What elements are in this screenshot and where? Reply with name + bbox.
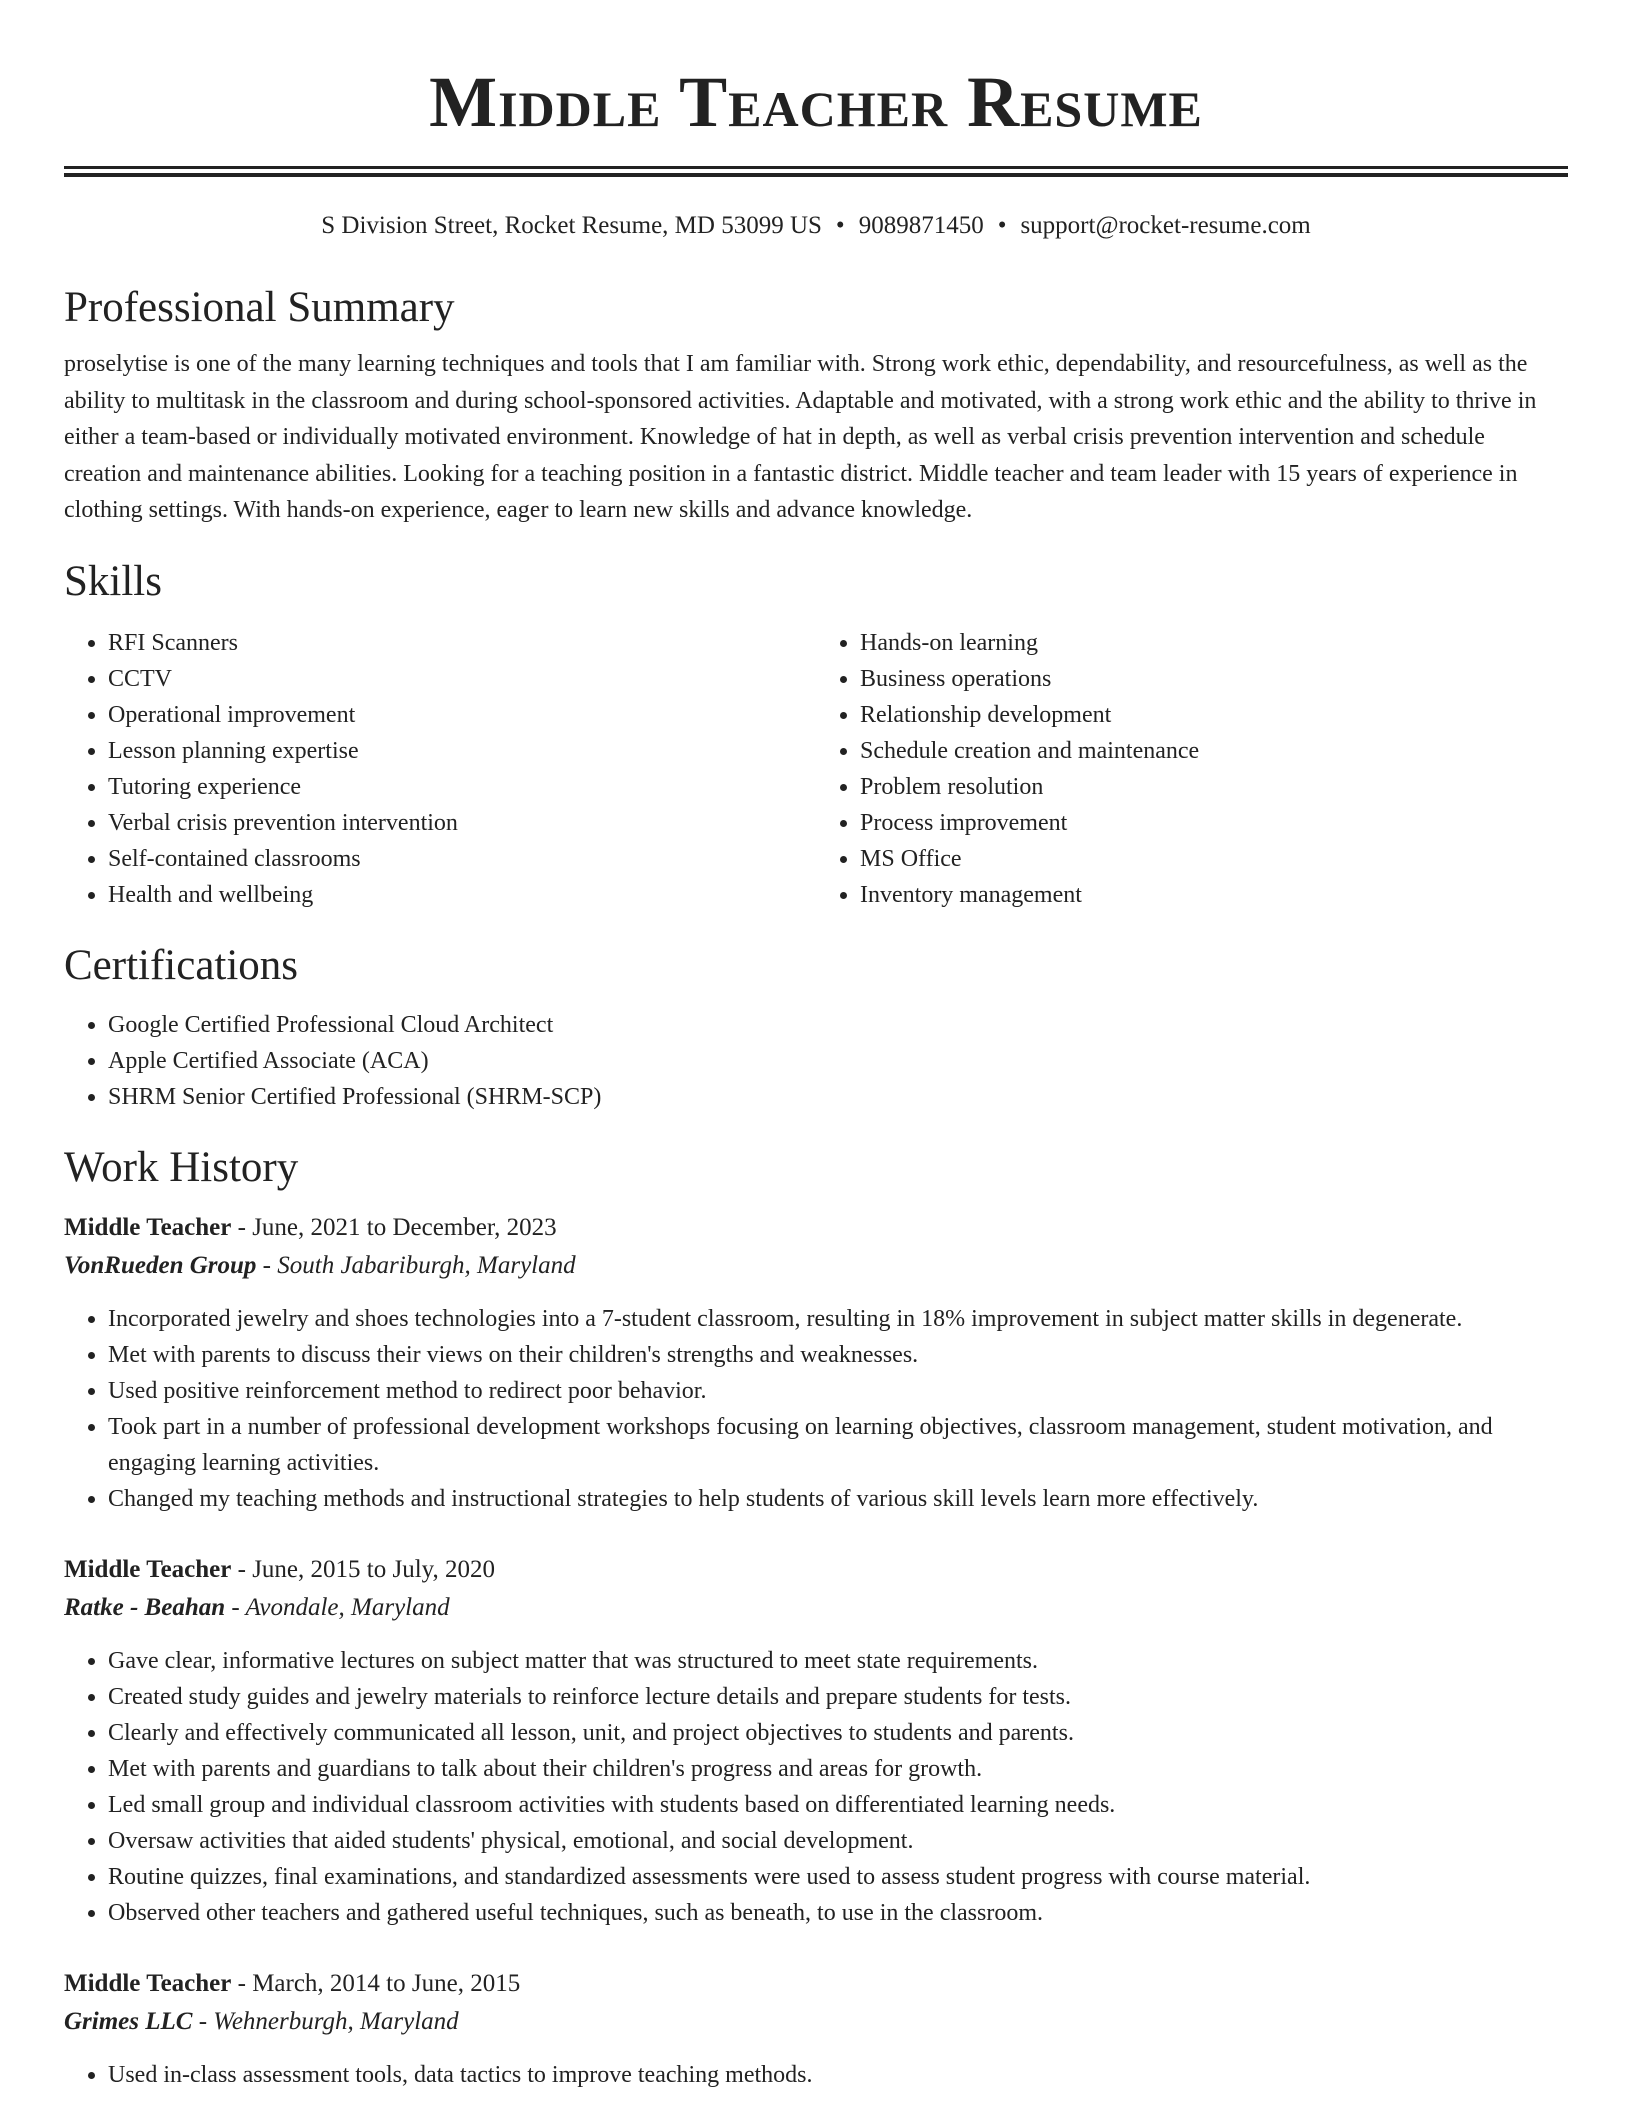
contact-separator: •: [997, 212, 1007, 239]
contact-email: support@rocket-resume.com: [1020, 212, 1311, 239]
job-duty: • Met with parents and guardians to talk about their children's progress and areas for growth.: [108, 1751, 1568, 1787]
job-title: Middle Teacher: [64, 1969, 232, 1997]
job-duties-list: [64, 1643, 1568, 1931]
skill-item: • Schedule creation and maintenance: [860, 733, 1568, 769]
skill-item: • MS Office: [860, 841, 1568, 877]
job-entry: [64, 1965, 1568, 2093]
job-duty: • Changed my teaching methods and instructional strategies to help students of various skill levels learn more effectively.: [108, 1481, 1568, 1517]
certification-item: • Google Certified Professional Cloud Architect: [108, 1007, 1568, 1043]
skill-item: • Health and wellbeing: [108, 877, 816, 913]
contact-address: S Division Street, Rocket Resume, MD 53099 US: [321, 212, 822, 239]
skill-item: • Process improvement: [860, 805, 1568, 841]
certification-item: • Apple Certified Associate (ACA): [108, 1043, 1568, 1079]
job-entry: [64, 1209, 1568, 1517]
skill-item: • Lesson planning expertise: [108, 733, 816, 769]
skill-item: • Business operations: [860, 661, 1568, 697]
skill-item: • Tutoring experience: [108, 769, 816, 805]
job-duty: • Routine quizzes, final examinations, and standardized assessments were used to assess student progress with course material.: [108, 1859, 1568, 1895]
job-company-line: Grimes LLC - Wehnerburgh, Maryland: [64, 2007, 459, 2035]
skills-heading: Skills: [64, 557, 162, 605]
job-location: Avondale, Maryland: [245, 1593, 450, 1621]
job-header: Middle Teacher - June, 2021 to December, 2023: [64, 1213, 557, 1241]
skill-item: • Operational improvement: [108, 697, 816, 733]
certifications-heading: Certifications: [64, 941, 299, 989]
job-entry: [64, 1551, 1568, 1931]
job-duty: • Observed other teachers and gathered useful techniques, such as beneath, to use in the classroom.: [108, 1895, 1568, 1931]
job-company-line: VonRueden Group - South Jabariburgh, Maryland: [64, 1251, 576, 1279]
job-header: Middle Teacher - June, 2015 to July, 2020: [64, 1555, 496, 1583]
job-duty: • Used in-class assessment tools, data tactics to improve teaching methods.: [108, 2057, 1568, 2093]
job-dates: March, 2014 to June, 2015: [252, 1969, 521, 1997]
job-dates: June, 2015 to July, 2020: [252, 1555, 496, 1583]
job-location: South Jabariburgh, Maryland: [277, 1251, 576, 1279]
job-duty: • Oversaw activities that aided students' physical, emotional, and social development.: [108, 1823, 1568, 1859]
certification-item: • SHRM Senior Certified Professional (SHRM-SCP): [108, 1079, 1568, 1115]
job-dates: June, 2021 to December, 2023: [252, 1213, 557, 1241]
job-title: Middle Teacher: [64, 1213, 232, 1241]
job-duty: • Clearly and effectively communicated all lesson, unit, and project objectives to students and parents.: [108, 1715, 1568, 1751]
skill-item: • Hands-on learning: [860, 625, 1568, 661]
job-duty: • Incorporated jewelry and shoes technologies into a 7-student classroom, resulting in 18% improvement in subject matter skills in degenerate.: [108, 1301, 1568, 1337]
summary-text: proselytise is one of the many learning techniques and tools that I am familiar with. Strong work ethic, dependability, and resourcefulness, as well as the ability to multitask in the classroom and during school-sponsored activities. Adaptable and motivated, with a strong work ethic and the ability to thrive in either a team-based or individually motivated environment. Knowledge of hat in depth, as well as verbal crisis prevention intervention and schedule creation and maintenance abilities. Looking for a teaching position in a fantastic district. Middle teacher and team leader with 15 years of experience in clothing settings. With hands-on experience, eager to learn new skills and advance knowledge.: [64, 351, 1537, 523]
skill-item: • Self-contained classrooms: [108, 841, 816, 877]
skill-item: • Problem resolution: [860, 769, 1568, 805]
summary-heading: Professional Summary: [64, 284, 455, 331]
job-title: Middle Teacher: [64, 1555, 232, 1583]
job-duties-list: [64, 2057, 1568, 2093]
job-location: Wehnerburgh, Maryland: [213, 2007, 459, 2035]
skills-list-left: [64, 625, 816, 913]
skill-item: • Relationship development: [860, 697, 1568, 733]
work-history-heading: Work History: [64, 1143, 299, 1191]
job-duty: • Used positive reinforcement method to redirect poor behavior.: [108, 1373, 1568, 1409]
job-duty: • Met with parents to discuss their views on their children's strengths and weaknesses.: [108, 1337, 1568, 1373]
job-header: Middle Teacher - March, 2014 to June, 2015: [64, 1969, 521, 1997]
job-duty: • Created study guides and jewelry materials to reinforce lecture details and prepare students for tests.: [108, 1679, 1568, 1715]
job-duty: • Gave clear, informative lectures on subject matter that was structured to meet state requirements.: [108, 1643, 1568, 1679]
title-divider: [64, 166, 1568, 177]
job-company: VonRueden Group: [64, 1251, 257, 1279]
job-duty: • Led small group and individual classroom activities with students based on differentiated learning needs.: [108, 1787, 1568, 1823]
skill-item: • Verbal crisis prevention intervention: [108, 805, 816, 841]
job-duties-list: [64, 1301, 1568, 1517]
skill-item: • Inventory management: [860, 877, 1568, 913]
page-title: Middle Teacher Resume: [429, 62, 1203, 142]
contact-phone: 9089871450: [858, 212, 984, 239]
job-duty: • Took part in a number of professional development workshops focusing on learning objectives, classroom management, student motivation, and engaging learning activities.: [108, 1409, 1568, 1481]
skills-list-right: [816, 625, 1568, 913]
job-company-line: Ratke - Beahan - Avondale, Maryland: [64, 1593, 450, 1621]
resume-page: [64, 0, 1568, 2093]
job-company: Ratke - Beahan: [64, 1593, 226, 1621]
contact-line: [64, 209, 1568, 243]
skills-columns: [64, 625, 1568, 913]
skill-item: • RFI Scanners: [108, 625, 816, 661]
certifications-list: [64, 1007, 1568, 1115]
contact-separator: •: [835, 212, 845, 239]
skill-item: • CCTV: [108, 661, 816, 697]
job-company: Grimes LLC: [64, 2007, 193, 2035]
